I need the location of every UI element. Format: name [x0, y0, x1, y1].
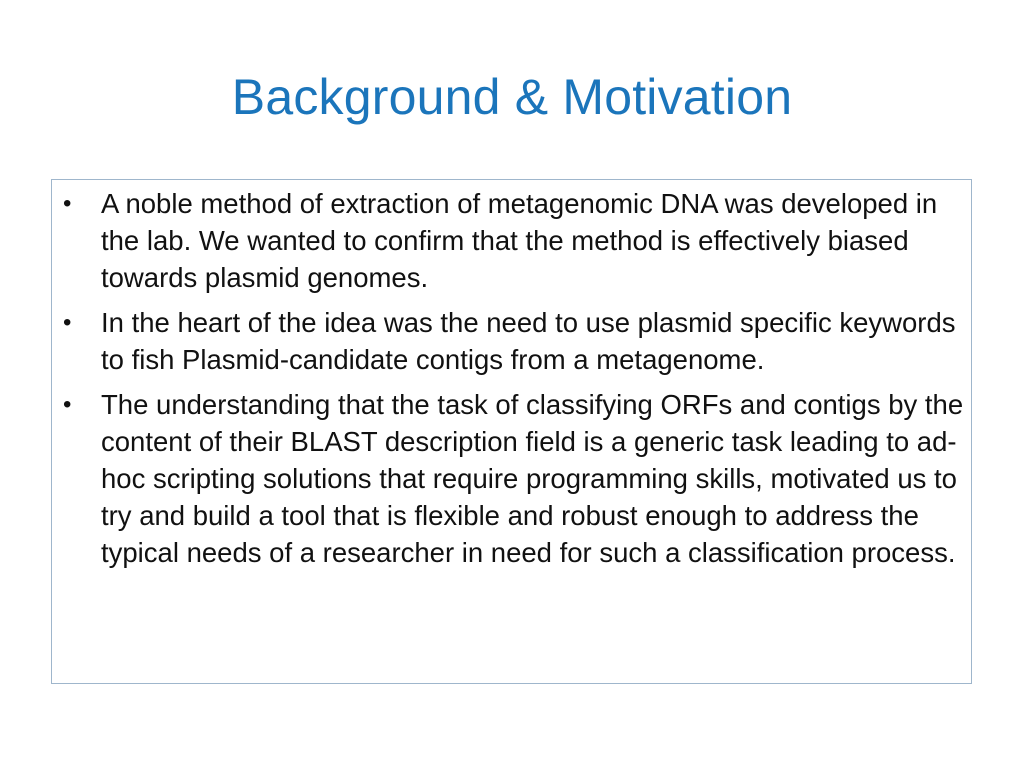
content-box — [51, 179, 972, 684]
bullet-text: The understanding that the task of classifying ORFs and contigs by the content of their BLAST description field is a generic task leading to ad-hoc scripting solutions that require programming skills, motivated us to try and build a tool that is flexible and robust enough to address the typical needs of a researcher in need for such a classification process. — [101, 389, 964, 568]
bullet-item-plasmid-keywords — [52, 304, 967, 378]
bullet-dot-icon: • — [63, 309, 72, 336]
bullet-text: In the heart of the idea was the need to use plasmid specific keywords to fish Plasmid-candidate contigs from a metagenome. — [101, 307, 956, 375]
bullet-list — [52, 185, 967, 579]
bullet-item-extraction-method — [52, 185, 967, 296]
bullet-text: A noble method of extraction of metagenomic DNA was developed in the lab. We wanted to confirm that the method is effectively biased towards plasmid genomes. — [101, 188, 938, 293]
bullet-item-tool-motivation — [52, 386, 967, 571]
slide-title: Background & Motivation — [231, 69, 793, 125]
bullet-dot-icon: • — [63, 391, 72, 418]
bullet-dot-icon: • — [63, 190, 72, 217]
